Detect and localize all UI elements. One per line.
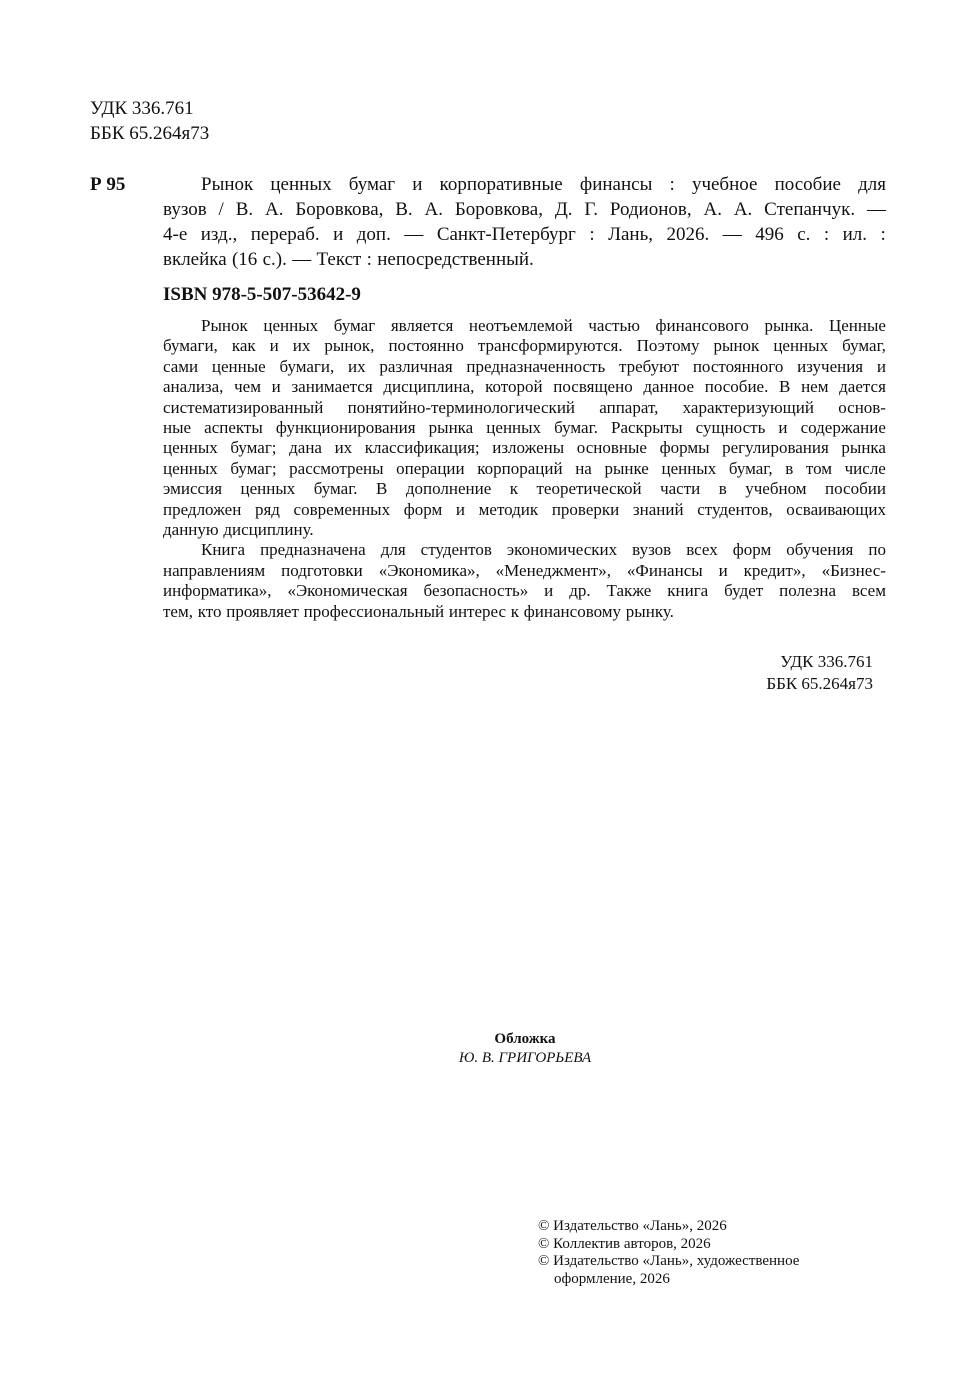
word: аспекты [204, 418, 263, 438]
word: их [347, 356, 366, 376]
word: трансформируются. [477, 336, 623, 356]
annotation-line [163, 581, 886, 601]
word: и [544, 581, 554, 601]
cover-credit [388, 1030, 662, 1068]
word: Степанчук. [764, 199, 856, 220]
word: операции [396, 458, 465, 478]
word: студентов [420, 540, 492, 560]
word: в [718, 479, 727, 499]
udk-code: УДК 336.761 [90, 98, 194, 119]
annotation [163, 316, 886, 622]
word: студентов, [697, 499, 773, 519]
word: к [510, 601, 520, 621]
word: перераб. [250, 224, 320, 245]
word: рынок [713, 336, 760, 356]
annotation-line [163, 418, 886, 438]
word: основные [576, 438, 647, 458]
word: различная [379, 356, 453, 376]
word: требуют [618, 356, 680, 376]
word: ил. [842, 224, 868, 245]
word: Также [606, 581, 652, 601]
word: направлениям [163, 560, 266, 580]
copyright-block [538, 1218, 868, 1288]
bib-line [163, 197, 886, 222]
word: А. [264, 199, 284, 220]
word: Лань, [608, 224, 653, 245]
word: всех [686, 540, 718, 560]
word: рынка [428, 418, 474, 438]
word: современных [293, 499, 391, 519]
annotation-line [163, 602, 886, 622]
word: ценных [163, 458, 218, 478]
word: осваивающих [786, 499, 886, 519]
annotation-line [163, 398, 886, 418]
word: А. [703, 199, 722, 220]
word: пособие [774, 174, 841, 195]
word: изложены [492, 438, 565, 458]
bib-line [163, 172, 886, 197]
word: — [722, 224, 742, 245]
word: 4-е [163, 224, 188, 245]
word: характеризующий [682, 397, 814, 417]
word: — [867, 199, 886, 220]
word: бумаг; [230, 458, 277, 478]
word: дана [289, 438, 322, 458]
word: знаний [632, 499, 684, 519]
word: полезна [779, 581, 837, 601]
annotation-paragraph-2 [163, 540, 886, 622]
word: изучения [797, 356, 864, 376]
word: доп. [356, 224, 391, 245]
word: к [509, 479, 518, 499]
word: экономических [506, 540, 618, 560]
isbn: ISBN 978-5-507-53642-9 [163, 284, 361, 305]
word: пособии [825, 479, 886, 499]
word: — [292, 249, 312, 270]
word: регулирования [722, 438, 829, 458]
annotation-line [163, 357, 886, 377]
cover-designer: Ю. В. ГРИГОРЬЕВА [458, 1050, 592, 1066]
word: В. [395, 199, 413, 220]
word: Книга [201, 540, 246, 560]
word: «Бизнес- [821, 560, 886, 580]
word: постоянно [388, 336, 464, 356]
word: с. [797, 224, 811, 245]
word: профессиональный [303, 601, 445, 621]
word: данное [643, 377, 695, 397]
word: «Финансы [626, 560, 703, 580]
word: всем [851, 581, 886, 601]
word: корпораций [477, 458, 563, 478]
word: В [779, 377, 791, 397]
word: : [823, 224, 830, 245]
word: рынке [604, 458, 649, 478]
word: анализа, [163, 377, 224, 397]
word: предназначена [260, 540, 366, 560]
word: ные [163, 418, 192, 438]
word: проявляет [226, 601, 299, 621]
word: классификация; [364, 438, 480, 458]
word: и [269, 336, 279, 356]
copyright-authors: © Коллектив авторов, 2026 [538, 1235, 711, 1252]
word: бумаг. [554, 418, 598, 438]
word: учебное [691, 174, 758, 195]
word: форм [732, 540, 772, 560]
word: бумаг, [842, 336, 886, 356]
word: — [404, 224, 424, 245]
word: др. [569, 581, 591, 601]
word: Родионов, [609, 199, 692, 220]
word: будет [724, 581, 764, 601]
copyright-design-cont: оформление, 2026 [554, 1270, 670, 1287]
word: занимается [291, 377, 373, 397]
word: бумаги, [279, 356, 335, 376]
word: финансовому [523, 601, 622, 621]
word: бумаги, [163, 336, 218, 356]
word: том [805, 458, 833, 478]
word: интерес [448, 601, 507, 621]
classification-codes [90, 96, 209, 146]
word: рынка. [764, 316, 814, 335]
word: методик [478, 499, 539, 519]
word: 496 [755, 224, 784, 245]
word: Санкт-Петербург [436, 224, 576, 245]
bib-line [163, 247, 886, 272]
word: «Менеджмент», [495, 560, 611, 580]
annotation-line [163, 316, 886, 336]
word: непосредственный. [377, 249, 534, 270]
word: с.). [262, 249, 287, 270]
word: тем, [163, 601, 193, 621]
word: их [292, 336, 311, 356]
word: ценных [773, 336, 829, 356]
word: : [669, 174, 675, 195]
word: посвящено [553, 377, 633, 397]
word: рассмотрены [289, 458, 384, 478]
word: числе [844, 458, 886, 478]
word: ценных [486, 418, 542, 438]
word: бумаг, [728, 458, 773, 478]
word: Рынок [201, 316, 248, 335]
classification-codes-bottom [740, 651, 873, 695]
word: которой [485, 377, 543, 397]
word: ценные [211, 356, 266, 376]
bibliographic-record [163, 172, 886, 272]
annotation-line [163, 500, 886, 520]
word: дополнение [405, 479, 492, 499]
word: предназначенность [466, 356, 606, 376]
word: Раскрыты [611, 418, 683, 438]
word: бумаг; [230, 438, 277, 458]
word: ряд [254, 499, 280, 519]
annotation-line [163, 520, 886, 540]
word: (16 [231, 249, 258, 270]
word: ценных [661, 458, 717, 478]
word: учебном [745, 479, 807, 499]
annotation-line [163, 561, 886, 581]
annotation-line [163, 377, 886, 397]
word: ценных [240, 479, 296, 499]
annotation-line [163, 459, 886, 479]
word: основ- [838, 397, 886, 417]
word: сами [163, 356, 199, 376]
word: финансового [655, 316, 749, 335]
word: в [785, 458, 794, 478]
word: и [876, 356, 886, 376]
annotation-line [163, 336, 886, 356]
word: дисциплину. [223, 520, 314, 540]
word: А. [424, 199, 444, 220]
word: Текст [316, 249, 362, 270]
word: их [334, 438, 353, 458]
word: пособие. [704, 377, 769, 397]
word: изд., [200, 224, 238, 245]
word: неотъемлемой [468, 316, 573, 335]
author-mark: Р 95 [90, 174, 126, 195]
word: содержание [800, 418, 886, 438]
word: Поэтому [636, 336, 700, 356]
word: информатика», [163, 581, 272, 601]
word: и [778, 418, 788, 438]
word: ценных [270, 174, 332, 195]
word: дисциплина, [383, 377, 475, 397]
word: бумаг. [313, 479, 358, 499]
word: и [271, 377, 281, 397]
word: по [868, 540, 886, 560]
word: Боровкова, [295, 199, 384, 220]
word: / [218, 199, 224, 220]
word: проверки [551, 499, 620, 519]
word: вузов [163, 199, 207, 220]
word: бумаг [348, 174, 396, 195]
annotation-line [163, 540, 886, 560]
word: форм [403, 499, 443, 519]
word: В [376, 479, 388, 499]
bbk-code-bottom: ББК 65.264я73 [766, 674, 873, 693]
word: систематизированный [163, 397, 324, 417]
word: и [718, 560, 728, 580]
word: вклейка [163, 249, 227, 270]
copyright-design: © Издательство «Лань», художественное [538, 1253, 800, 1269]
word: для [380, 540, 406, 560]
word: А. [733, 199, 753, 220]
word: теоретической [536, 479, 642, 499]
word: эмиссия [163, 479, 223, 499]
word: рынку. [625, 601, 674, 621]
word: рынок, [324, 336, 375, 356]
word: книга [667, 581, 709, 601]
word: кто [197, 601, 222, 621]
word: : [880, 224, 886, 245]
word: Д. [554, 199, 573, 220]
word: обучения [786, 540, 854, 560]
bib-line [163, 222, 886, 247]
word: понятийно-терминологический [347, 397, 576, 417]
annotation-line [163, 438, 886, 458]
word: Г. [584, 199, 598, 220]
word: рынка [841, 438, 886, 458]
word: и [333, 224, 344, 245]
copyright-publisher: © Издательство «Лань», 2026 [538, 1218, 727, 1234]
word: Рынок [201, 174, 254, 195]
word: и [412, 174, 423, 195]
word: чем [234, 377, 261, 397]
annotation-paragraph-1 [163, 316, 886, 540]
word: 2026. [666, 224, 710, 245]
word: части [660, 479, 701, 499]
word: постоянного [692, 356, 784, 376]
word: формы [659, 438, 710, 458]
word: как [231, 336, 256, 356]
word: Ценные [828, 316, 886, 335]
word: является [390, 316, 454, 335]
word: нем [801, 377, 829, 397]
word: и [455, 499, 465, 519]
word: безопасность» [423, 581, 529, 601]
word: корпоративные [439, 174, 563, 195]
word: ценных [263, 316, 319, 335]
word: кредит», [743, 560, 806, 580]
word: : [589, 224, 595, 245]
word: вузов [632, 540, 672, 560]
word: : [366, 249, 372, 270]
word: дается [839, 377, 886, 397]
word: бумаг [333, 316, 376, 335]
word: аппарат, [599, 397, 659, 417]
word: на [575, 458, 592, 478]
bbk-code: ББК 65.264я73 [90, 123, 210, 144]
word: данную [163, 520, 219, 540]
word: ценных [163, 438, 218, 458]
cover-role: Обложка [494, 1031, 556, 1047]
word: Боровкова, [454, 199, 543, 220]
word: В. [235, 199, 254, 220]
word: подготовки [281, 560, 363, 580]
word: финансы [579, 174, 653, 195]
word: предложен [163, 499, 242, 519]
word: функционирования [275, 418, 416, 438]
annotation-line [163, 479, 886, 499]
word: сущность [695, 418, 766, 438]
word: частью [588, 316, 640, 335]
word: «Экономика», [378, 560, 480, 580]
word: для [858, 174, 886, 195]
word: «Экономическая [287, 581, 408, 601]
udk-code-bottom: УДК 336.761 [780, 652, 873, 671]
